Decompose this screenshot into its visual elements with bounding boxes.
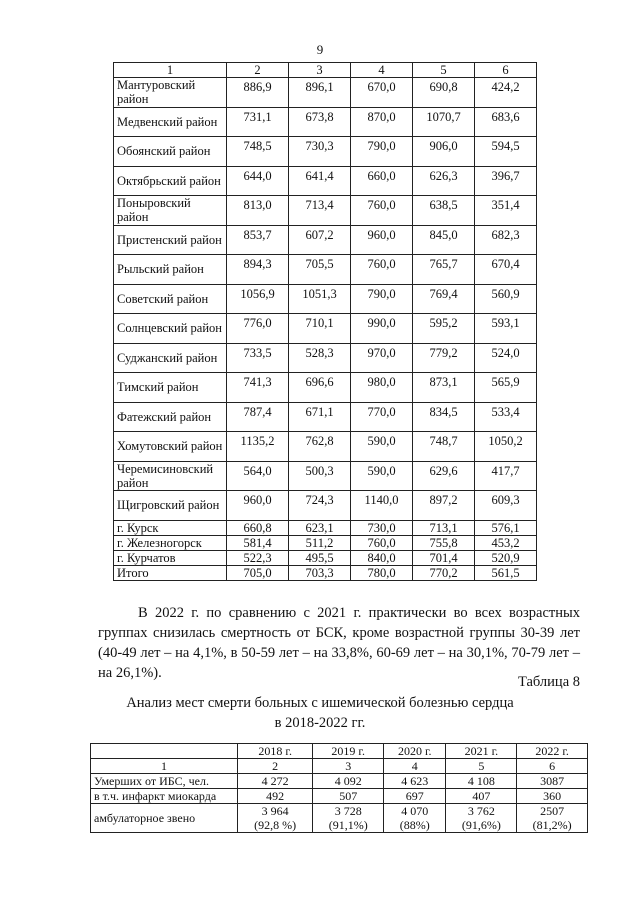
table-8-title bbox=[0, 693, 640, 733]
value-cell: 886,9 bbox=[227, 78, 289, 108]
value-cell: 670,4 bbox=[475, 255, 537, 285]
district-name: Мантуровский район bbox=[114, 78, 227, 108]
value-cell: 561,5 bbox=[475, 565, 537, 580]
value-cell: 417,7 bbox=[475, 461, 537, 491]
table-row bbox=[114, 78, 537, 108]
value-cell: 524,0 bbox=[475, 343, 537, 373]
table-row bbox=[114, 491, 537, 521]
value-cell: 894,3 bbox=[227, 255, 289, 285]
table-row bbox=[114, 225, 537, 255]
value-cell: 3087 bbox=[517, 774, 588, 789]
district-name: Пристенский район bbox=[114, 225, 227, 255]
district-name: Тимский район bbox=[114, 373, 227, 403]
value-cell: 790,0 bbox=[351, 284, 413, 314]
value-cell: 407 bbox=[446, 789, 517, 804]
value-cell: 853,7 bbox=[227, 225, 289, 255]
value-cell: 703,3 bbox=[289, 565, 351, 580]
table-row bbox=[114, 432, 537, 462]
column-number-5: 5 bbox=[413, 63, 475, 78]
value-cell: 660,8 bbox=[227, 520, 289, 535]
value-cell: 590,0 bbox=[351, 432, 413, 462]
value-cell: 507 bbox=[313, 789, 384, 804]
year-header: 2022 г. bbox=[517, 744, 588, 759]
year-header: 2018 г. bbox=[238, 744, 313, 759]
table-row bbox=[114, 343, 537, 373]
district-name: Фатежский район bbox=[114, 402, 227, 432]
value-cell: 609,3 bbox=[475, 491, 537, 521]
year-header: 2020 г. bbox=[384, 744, 446, 759]
district-name: Рыльский район bbox=[114, 255, 227, 285]
value-cell: 896,1 bbox=[289, 78, 351, 108]
value-cell: 770,2 bbox=[413, 565, 475, 580]
district-name: Солнцевский район bbox=[114, 314, 227, 344]
row-label: в т.ч. инфаркт миокарда bbox=[91, 789, 238, 804]
value-cell: 495,5 bbox=[289, 550, 351, 565]
district-name: Хомутовский район bbox=[114, 432, 227, 462]
value-cell: 511,2 bbox=[289, 535, 351, 550]
value-cell: 595,2 bbox=[413, 314, 475, 344]
value-cell: 638,5 bbox=[413, 196, 475, 226]
value-cell: 696,6 bbox=[289, 373, 351, 403]
value-cell: 1140,0 bbox=[351, 491, 413, 521]
table-header-row bbox=[114, 63, 537, 78]
district-name: Поныровский район bbox=[114, 196, 227, 226]
value-cell: 607,2 bbox=[289, 225, 351, 255]
value-cell: 528,3 bbox=[289, 343, 351, 373]
value-cell: 670,0 bbox=[351, 78, 413, 108]
column-number: 2 bbox=[238, 759, 313, 774]
year-header: 2019 г. bbox=[313, 744, 384, 759]
value-cell: 733,5 bbox=[227, 343, 289, 373]
value-cell: 765,7 bbox=[413, 255, 475, 285]
column-number-3: 3 bbox=[289, 63, 351, 78]
column-number-6: 6 bbox=[475, 63, 537, 78]
value-cell: 424,2 bbox=[475, 78, 537, 108]
value-cell: 960,0 bbox=[351, 225, 413, 255]
table-row bbox=[114, 373, 537, 403]
value-cell: 623,1 bbox=[289, 520, 351, 535]
column-number-2: 2 bbox=[227, 63, 289, 78]
district-name: Обоянский район bbox=[114, 137, 227, 167]
value-cell: 748,7 bbox=[413, 432, 475, 462]
value-cell: 760,0 bbox=[351, 535, 413, 550]
regional-mortality-table bbox=[113, 62, 537, 581]
table-row bbox=[114, 166, 537, 196]
value-cell: 351,4 bbox=[475, 196, 537, 226]
table-row bbox=[114, 520, 537, 535]
value-cell: 845,0 bbox=[413, 225, 475, 255]
value-cell: 533,4 bbox=[475, 402, 537, 432]
value-cell: 970,0 bbox=[351, 343, 413, 373]
value-cell: 673,8 bbox=[289, 107, 351, 137]
table-row bbox=[114, 461, 537, 491]
value-cell: 1070,7 bbox=[413, 107, 475, 137]
table-8-caption: Таблица 8 bbox=[517, 674, 580, 690]
value-cell: 730,3 bbox=[289, 137, 351, 167]
value-cell: 492 bbox=[238, 789, 313, 804]
value-cell: 581,4 bbox=[227, 535, 289, 550]
value-cell: 4 092 bbox=[313, 774, 384, 789]
value-cell: 697 bbox=[384, 789, 446, 804]
value-cell: 522,3 bbox=[227, 550, 289, 565]
district-name: Медвенский район bbox=[114, 107, 227, 137]
analysis-paragraph: В 2022 г. по сравнению с 2021 г. практически во всех возрастных группах снизилась смертность от БСК, кроме возрастной группы 30-39 лет (40-49 лет – на 4,1%, в 50-59 лет – на 33,8%, 60-69 лет – на 30,1%, 70-79 лет – на 26,1%). bbox=[98, 605, 580, 681]
district-name: г. Курск bbox=[114, 520, 227, 535]
value-cell: 576,1 bbox=[475, 520, 537, 535]
table-row bbox=[114, 196, 537, 226]
value-cell: 1056,9 bbox=[227, 284, 289, 314]
table-row bbox=[114, 565, 537, 580]
value-cell: 870,0 bbox=[351, 107, 413, 137]
value-cell: 565,9 bbox=[475, 373, 537, 403]
table-row bbox=[91, 789, 588, 804]
value-cell: 713,4 bbox=[289, 196, 351, 226]
district-name: Советский район bbox=[114, 284, 227, 314]
value-cell: 897,2 bbox=[413, 491, 475, 521]
value-cell: 3 762 (91,6%) bbox=[446, 804, 517, 833]
value-cell: 626,3 bbox=[413, 166, 475, 196]
district-name: Октябрьский район bbox=[114, 166, 227, 196]
value-cell: 713,1 bbox=[413, 520, 475, 535]
district-name: г. Курчатов bbox=[114, 550, 227, 565]
value-cell: 4 272 bbox=[238, 774, 313, 789]
value-cell: 396,7 bbox=[475, 166, 537, 196]
value-cell: 3 964 (92,8 %) bbox=[238, 804, 313, 833]
district-name: Итого bbox=[114, 565, 227, 580]
value-cell: 748,5 bbox=[227, 137, 289, 167]
table-row bbox=[114, 137, 537, 167]
column-number: 6 bbox=[517, 759, 588, 774]
value-cell: 453,2 bbox=[475, 535, 537, 550]
value-cell: 660,0 bbox=[351, 166, 413, 196]
value-cell: 360 bbox=[517, 789, 588, 804]
row-label: амбулаторное звено bbox=[91, 804, 238, 833]
table-row bbox=[91, 804, 588, 833]
value-cell: 730,0 bbox=[351, 520, 413, 535]
value-cell: 1051,3 bbox=[289, 284, 351, 314]
value-cell: 644,0 bbox=[227, 166, 289, 196]
table-8-title-line-1: Анализ мест смерти больных с ишемической болезнью сердца bbox=[126, 695, 514, 711]
value-cell: 834,5 bbox=[413, 402, 475, 432]
years-header-row bbox=[91, 744, 588, 759]
row-label: Умерших от ИБС, чел. bbox=[91, 774, 238, 789]
value-cell: 1135,2 bbox=[227, 432, 289, 462]
table-row bbox=[91, 774, 588, 789]
empty-corner-cell bbox=[91, 744, 238, 759]
table-row bbox=[114, 255, 537, 285]
value-cell: 705,5 bbox=[289, 255, 351, 285]
value-cell: 671,1 bbox=[289, 402, 351, 432]
ihd-death-places-table bbox=[90, 743, 588, 833]
value-cell: 770,0 bbox=[351, 402, 413, 432]
year-header: 2021 г. bbox=[446, 744, 517, 759]
district-name: Щигровский район bbox=[114, 491, 227, 521]
column-numbers-row bbox=[91, 759, 588, 774]
value-cell: 741,3 bbox=[227, 373, 289, 403]
table-row bbox=[114, 107, 537, 137]
column-number-1: 1 bbox=[114, 63, 227, 78]
value-cell: 1050,2 bbox=[475, 432, 537, 462]
value-cell: 769,4 bbox=[413, 284, 475, 314]
value-cell: 2507 (81,2%) bbox=[517, 804, 588, 833]
value-cell: 520,9 bbox=[475, 550, 537, 565]
value-cell: 980,0 bbox=[351, 373, 413, 403]
value-cell: 762,8 bbox=[289, 432, 351, 462]
value-cell: 873,1 bbox=[413, 373, 475, 403]
value-cell: 731,1 bbox=[227, 107, 289, 137]
column-number: 5 bbox=[446, 759, 517, 774]
page-number: 9 bbox=[316, 42, 324, 57]
value-cell: 629,6 bbox=[413, 461, 475, 491]
column-number: 3 bbox=[313, 759, 384, 774]
value-cell: 690,8 bbox=[413, 78, 475, 108]
table-8-title-line-2: в 2018-2022 гг. bbox=[274, 715, 366, 731]
table-row bbox=[114, 550, 537, 565]
value-cell: 564,0 bbox=[227, 461, 289, 491]
value-cell: 682,3 bbox=[475, 225, 537, 255]
table-row bbox=[114, 535, 537, 550]
value-cell: 683,6 bbox=[475, 107, 537, 137]
value-cell: 590,0 bbox=[351, 461, 413, 491]
district-name: г. Железногорск bbox=[114, 535, 227, 550]
value-cell: 500,3 bbox=[289, 461, 351, 491]
value-cell: 641,4 bbox=[289, 166, 351, 196]
table-row bbox=[114, 284, 537, 314]
value-cell: 790,0 bbox=[351, 137, 413, 167]
value-cell: 776,0 bbox=[227, 314, 289, 344]
value-cell: 755,8 bbox=[413, 535, 475, 550]
column-number-4: 4 bbox=[351, 63, 413, 78]
column-number: 4 bbox=[384, 759, 446, 774]
value-cell: 724,3 bbox=[289, 491, 351, 521]
value-cell: 990,0 bbox=[351, 314, 413, 344]
value-cell: 787,4 bbox=[227, 402, 289, 432]
value-cell: 4 108 bbox=[446, 774, 517, 789]
district-name: Черемисиновский район bbox=[114, 461, 227, 491]
value-cell: 4 623 bbox=[384, 774, 446, 789]
value-cell: 779,2 bbox=[413, 343, 475, 373]
value-cell: 760,0 bbox=[351, 255, 413, 285]
value-cell: 701,4 bbox=[413, 550, 475, 565]
district-name: Суджанский район bbox=[114, 343, 227, 373]
value-cell: 594,5 bbox=[475, 137, 537, 167]
value-cell: 780,0 bbox=[351, 565, 413, 580]
table-row bbox=[114, 402, 537, 432]
value-cell: 710,1 bbox=[289, 314, 351, 344]
value-cell: 906,0 bbox=[413, 137, 475, 167]
column-number: 1 bbox=[91, 759, 238, 774]
value-cell: 3 728 (91,1%) bbox=[313, 804, 384, 833]
value-cell: 840,0 bbox=[351, 550, 413, 565]
value-cell: 705,0 bbox=[227, 565, 289, 580]
value-cell: 760,0 bbox=[351, 196, 413, 226]
value-cell: 813,0 bbox=[227, 196, 289, 226]
value-cell: 4 070 (88%) bbox=[384, 804, 446, 833]
value-cell: 960,0 bbox=[227, 491, 289, 521]
table-row bbox=[114, 314, 537, 344]
value-cell: 593,1 bbox=[475, 314, 537, 344]
value-cell: 560,9 bbox=[475, 284, 537, 314]
